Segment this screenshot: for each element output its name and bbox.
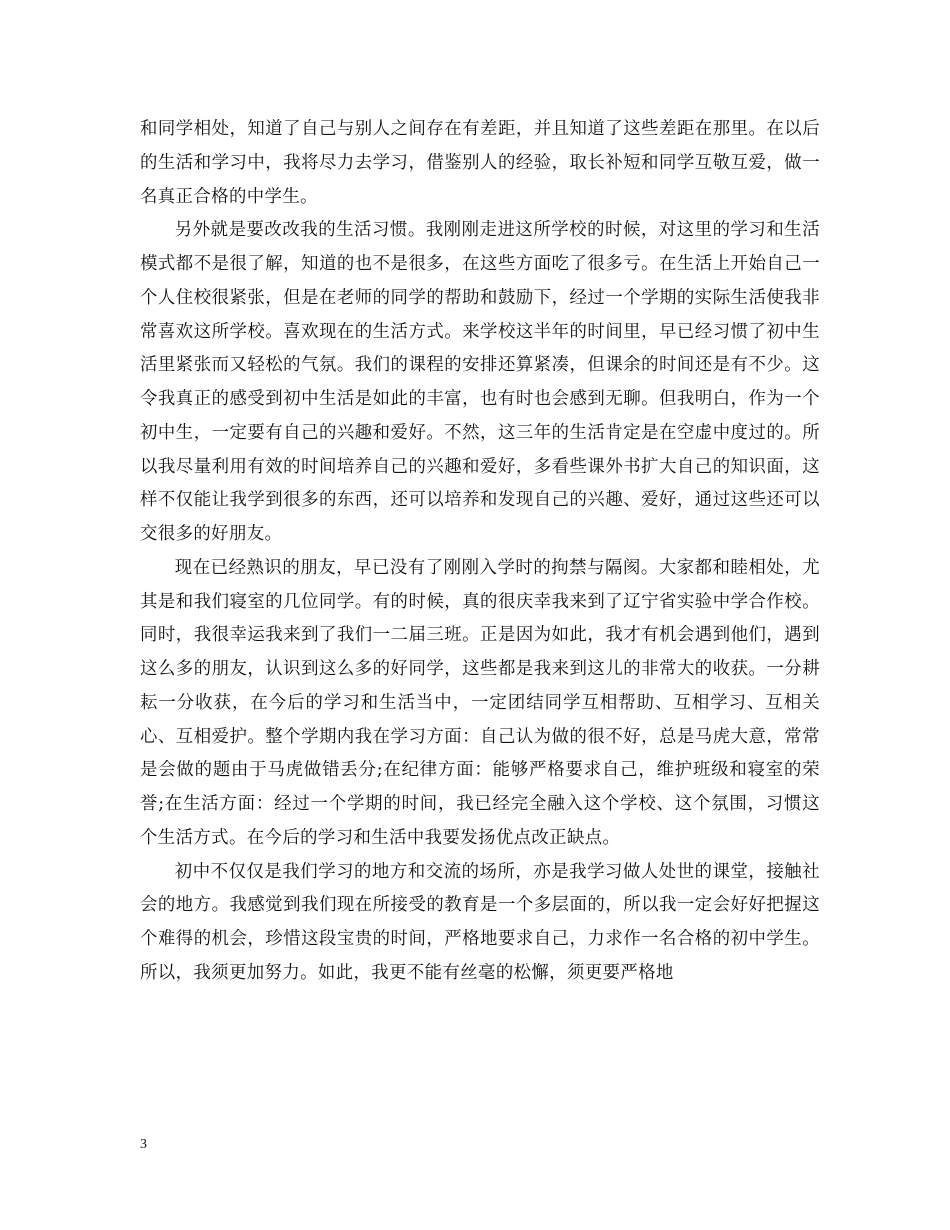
paragraph-1: 和同学相处，知道了自己与别人之间存在有差距，并且知道了这些差距在那里。在以后的生活和学习中，我将尽力去学习，借鉴别人的经验，取长补短和同学互敬互爱，做一名真正合格的中学生。 <box>140 119 820 207</box>
page-number: 3 <box>140 1137 147 1152</box>
paragraph-4: 初中不仅仅是我们学习的地方和交流的场所，亦是我学习做人处世的课堂，接触社会的地方。我感觉到我们现在所接受的教育是一个多层面的，所以我一定会好好把握这个难得的机会，珍惜这段宝贵的时间，严格地要求自己，力求作一名合格的初中学生。所以，我须更加努力。如此，我更不能有丝毫的松懈，须更要严格地 <box>140 861 820 983</box>
paragraph-2: 另外就是要改改我的生活习惯。我刚刚走进这所学校的时候，对这里的学习和生活模式都不是很了解，知道的也不是很多，在这些方面吃了很多亏。在生活上开始自己一个人住校很紧张，但是在老师的同学的帮助和鼓励下，经过一个学期的实际生活使我非常喜欢这所学校。喜欢现在的生活方式。来学校这半年的时间里，早已经习惯了初中生活里紧张而又轻松的气氛。我们的课程的安排还算紧凑，但课余的时间还是有不少。这令我真正的感受到初中生活是如此的丰富，也有时也会感到无聊。但我明白，作为一个初中生，一定要有自己的兴趣和爱好。不然，这三年的生活肯定是在空虚中度过的。所以我尽量利用有效的时间培养自己的兴趣和爱好，多看些课外书扩大自己的知识面，这样不仅能让我学到很多的东西，还可以培养和发现自己的兴趣、爱好，通过这些还可以交很多的好朋友。 <box>140 220 820 544</box>
document-body <box>140 113 820 991</box>
paragraph-3: 现在已经熟识的朋友，早已没有了刚刚入学时的拘禁与隔阂。大家都和睦相处，尤其是和我们寝室的几位同学。有的时候，真的很庆幸我来到了辽宁省实验中学合作校。同时，我很幸运我来到了我们一二届三班。正是因为如此，我才有机会遇到他们，遇到这么多的朋友，认识到这么多的好同学，这些都是我来到这儿的非常大的收获。一分耕耘一分收获，在今后的学习和生活当中，一定团结同学互相帮助、互相学习、互相关心、互相爱护。整个学期内我在学习方面：自己认为做的很不好，总是马虎大意，常常是会做的题由于马虎做错丢分;在纪律方面：能够严格要求自己，维护班级和寝室的荣誉;在生活方面：经过一个学期的时间，我已经完全融入这个学校、这个氛围，习惯这个生活方式。在今后的学习和生活中我要发扬优点改正缺点。 <box>140 557 820 848</box>
